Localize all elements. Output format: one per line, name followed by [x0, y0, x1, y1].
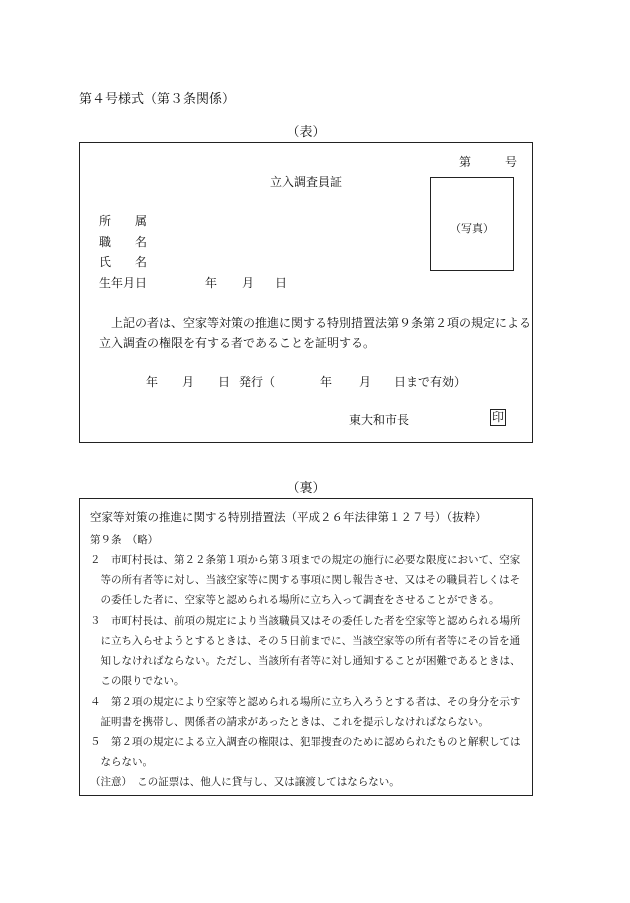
article-line: 第９条 （略） [90, 534, 159, 546]
issue-month: 月 [182, 375, 195, 389]
birth-day: 日 [275, 276, 288, 290]
valid-year: 年 [320, 375, 333, 389]
article-line: ならない。 [90, 756, 153, 768]
article-line: の委任した者に、空家等と認められる場所に立ち入って調査をさせることができる。 [90, 594, 500, 606]
seal-mark: 印 [492, 410, 505, 424]
number-label-go: 号 [505, 155, 518, 169]
photo-label: （写真） [450, 222, 494, 235]
card-title: 立入調査員証 [270, 175, 343, 189]
job-title-label: 職 名 [99, 235, 148, 249]
article-line: に立ち入らせようとするときは、その５日前までに、当該空家等の所有者等にその旨を通 [90, 635, 521, 647]
certification-line-2: 立入調査の権限を有する者であることを証明する。 [99, 336, 376, 350]
form-title: 第４号様式（第３条関係） [79, 92, 236, 107]
article-line: ４ 第２項の規定により空家等と認められる場所に立ち入ろうとする者は、その身分を示す [90, 696, 521, 708]
article-line: ５ 第２項の規定による立入調査の権限は、犯罪捜査のために認められたものと解釈しては [90, 736, 521, 748]
valid-month: 月 [359, 375, 372, 389]
issued-label: 発行（ [239, 375, 276, 389]
article-line: 知しなければならない。ただし、当該所有者等に対し通知することが困難であるときは、 [90, 655, 521, 667]
back-card [79, 498, 533, 796]
affiliation-label: 所 属 [99, 214, 148, 228]
article-line: 証明書を携帯し、関係者の請求があったときは、これを提示しなければならない。 [90, 716, 489, 728]
issuer-name: 東大和市長 [349, 413, 410, 427]
article-line: この限りでない。 [90, 675, 185, 687]
caution-note: （注意） この証票は、他人に貸与し、又は譲渡してはならない。 [90, 776, 400, 788]
law-title: 空家等対策の推進に関する特別措置法（平成２６年法律第１２７号）（抜粋） [90, 510, 487, 524]
article-line: ３ 市町村長は、前項の規定により当該職員又はその委任した者を空家等と認められる場所 [90, 615, 521, 627]
valid-until-label: 日まで有効） [394, 375, 467, 389]
birth-month: 月 [242, 276, 255, 290]
name-label: 氏 名 [99, 255, 148, 269]
issue-year: 年 [146, 375, 159, 389]
front-card [79, 142, 533, 443]
article-line: ２ 市町村長は、第２２条第１項から第３項までの規定の施行に必要な限度において、空家 [90, 554, 521, 566]
issue-day: 日 [218, 375, 231, 389]
back-heading: （裏） [286, 481, 326, 496]
certification-line-1: 上記の者は、空家等対策の推進に関する特別措置法第９条第２項の規定による [111, 316, 532, 330]
birth-date-label: 生年月日 [99, 276, 148, 290]
number-label-dai: 第 [459, 155, 472, 169]
birth-year: 年 [205, 276, 218, 290]
article-line: 等の所有者等に対し、当該空家等に関する事項に関し報告させ、又はその職員若しくはそ [90, 574, 521, 586]
photo-box [430, 177, 514, 271]
front-heading: （表） [286, 125, 326, 140]
